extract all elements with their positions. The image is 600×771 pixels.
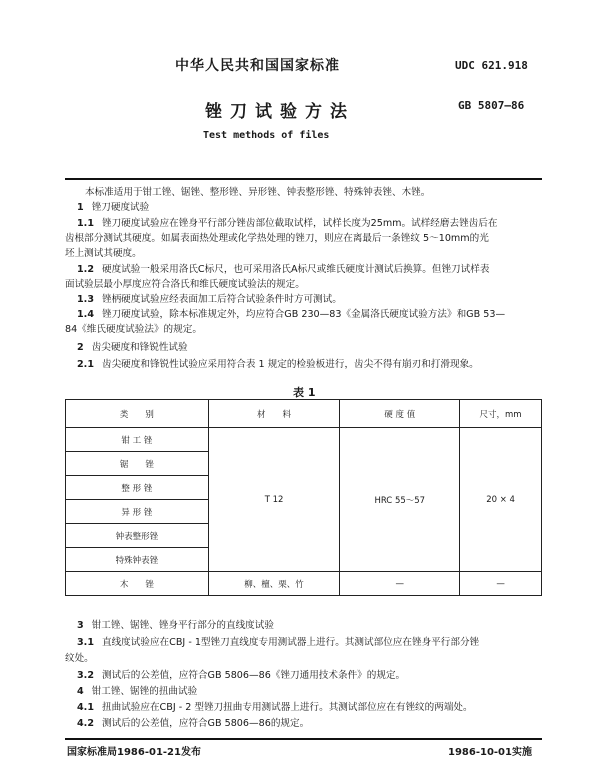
- header-hardness: 硬 度 值: [340, 400, 460, 428]
- clause-number: 4.1: [77, 702, 94, 713]
- clause-number: 1.4: [77, 309, 94, 320]
- clause-number: 2.1: [77, 359, 94, 370]
- table-row: [66, 572, 542, 596]
- gb-number: GB 5807—86: [458, 99, 525, 112]
- category-cell: 特殊钟表锉: [66, 548, 209, 572]
- clause-text: 硬度试验一般采用洛氏C标尺，也可采用洛氏A标尺或维氏硬度计测试后换算。但锉刀试样表: [102, 264, 490, 275]
- clause-number: 3.1: [77, 637, 94, 648]
- clause-3-2: [77, 668, 552, 683]
- table-caption: 表 1: [293, 386, 316, 399]
- section-text: 锉刀硬度试验: [91, 202, 150, 213]
- intro-paragraph: 本标准适用于钳工锉、锯锉、整形锉、异形锉、钟表整形锉、特殊钟表锉、木锉。: [85, 187, 431, 198]
- section-number: 4: [77, 686, 84, 697]
- header-size: 尺寸，mm: [460, 400, 542, 428]
- clause-number: 1.1: [77, 218, 94, 229]
- clause-3-1: [77, 635, 552, 650]
- footer-issued: 国家标准局1986-01-21发布: [67, 747, 201, 758]
- material-cell: 柳、檀、栗、竹: [208, 572, 340, 596]
- material-cell: T 12: [208, 428, 340, 572]
- category-cell: 木 锉: [66, 572, 209, 596]
- section-text: 钳工锉、锯锉的扭曲试验: [91, 686, 198, 697]
- clause-1-4: [77, 307, 552, 322]
- section-number: 2: [77, 342, 84, 353]
- table-1: [65, 399, 542, 596]
- hardness-cell: HRC 55～57: [340, 428, 460, 572]
- clause-1-4-line2: 84《维氏硬度试验法》的规定。: [65, 324, 202, 335]
- clause-4-2: [77, 716, 552, 731]
- section-number: 1: [77, 202, 84, 213]
- clause-number: 4.2: [77, 718, 94, 729]
- clause-text: 测试后的公差值，应符合GB 5806—86《锉刀通用技术条件》的规定。: [102, 670, 406, 681]
- section-number: 3: [77, 620, 84, 631]
- clause-text: 锉柄硬度试验应经表面加工后符合试验条件时方可测试。: [102, 294, 342, 305]
- clause-text: 直线度试验应在CBJ - 1型锉刀直线度专用测试器上进行。其测试部位应在锉身平行部分锉: [102, 637, 480, 648]
- clause-text: 齿尖硬度和锋锐性试验应采用符合表 1 规定的检验板进行，齿尖不得有崩刃和打滑现象。: [102, 359, 479, 370]
- header-category: 类 别: [66, 400, 209, 428]
- footer-effective: 1986-10-01实施: [448, 747, 532, 758]
- clause-text: 锉刀硬度试验，除本标准规定外，均应符合GB 230—83《金属洛氏硬度试验方法》和GB 53—: [102, 309, 506, 320]
- clause-1-2: [77, 262, 552, 277]
- clause-1-1-line2: 齿根部分测试其硬度。如属表面热处理或化学热处理的锉刀，则应在离最后一条锉纹 5～10mm的光: [65, 233, 489, 244]
- footer-divider: [65, 738, 542, 740]
- category-cell: 钳 工 锉: [66, 428, 209, 452]
- page-title: 锉刀试验方法: [205, 102, 355, 122]
- header-divider: [65, 178, 542, 180]
- section-text: 齿尖硬度和锋锐性试验: [91, 342, 188, 353]
- clause-2-1: [77, 357, 552, 372]
- header-material: 材 料: [208, 400, 340, 428]
- standard-org: 中华人民共和国国家标准: [175, 58, 340, 74]
- hardness-cell: —: [340, 572, 460, 596]
- category-cell: 异 形 锉: [66, 500, 209, 524]
- clause-text: 锉刀硬度试验应在锉身平行部分锉齿部位截取试样，试样长度为25mm。试样经磨去锉齿后在: [102, 218, 498, 229]
- clause-1-1-line3: 坯上测试其硬度。: [65, 248, 142, 259]
- clause-1-1: [77, 216, 552, 231]
- size-cell: —: [460, 572, 542, 596]
- clause-number: 1.3: [77, 294, 94, 305]
- clause-text: 测试后的公差值，应符合GB 5806—86的规定。: [102, 718, 310, 729]
- section-4-heading: [77, 684, 552, 699]
- clause-text: 扭曲试验应在CBJ - 2 型锉刀扭曲专用测试器上进行。其测试部位应在有锉纹的两端处。: [102, 702, 473, 713]
- section-1-heading: [77, 200, 552, 215]
- category-cell: 钟表整形锉: [66, 524, 209, 548]
- clause-3-1-line2: 纹处。: [65, 653, 94, 664]
- clause-1-2-line2: 面试验层最小厚度应符合洛氏和维氏硬度试验法的规定。: [65, 279, 305, 290]
- table-header-row: [66, 400, 542, 428]
- size-cell: 20 × 4: [460, 428, 542, 572]
- english-title: Test methods of files: [203, 130, 330, 141]
- section-2-heading: [77, 340, 552, 355]
- table-row: [66, 428, 542, 452]
- category-cell: 整 形 锉: [66, 476, 209, 500]
- category-cell: 锯 锉: [66, 452, 209, 476]
- section-3-heading: [77, 618, 552, 633]
- clause-number: 3.2: [77, 670, 94, 681]
- clause-number: 1.2: [77, 264, 94, 275]
- udc-number: UDC 621.918: [455, 59, 528, 72]
- clause-1-3: [77, 292, 552, 307]
- clause-4-1: [77, 700, 552, 715]
- section-text: 钳工锉、锯锉、锉身平行部分的直线度试验: [91, 620, 274, 631]
